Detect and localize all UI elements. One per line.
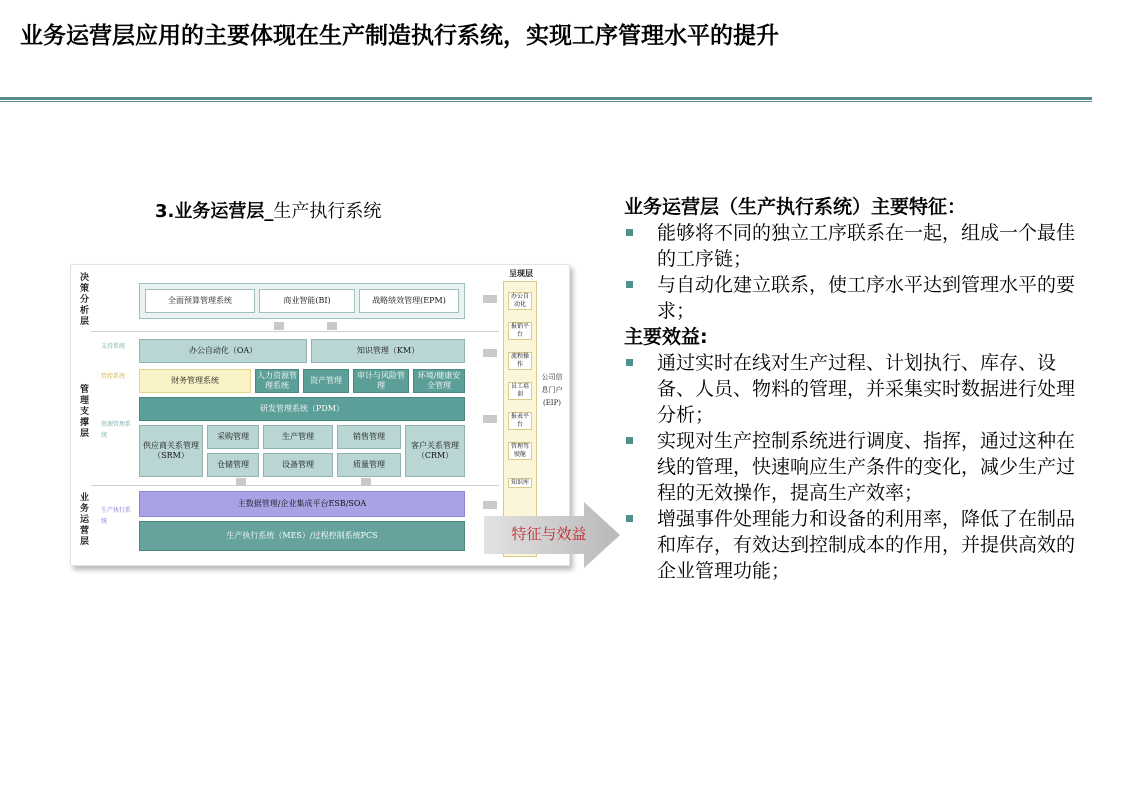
box-crm: 客户关系管理（CRM） — [405, 425, 465, 477]
list-item: 能够将不同的独立工序联系在一起，组成一个最佳的工序链； — [624, 220, 1084, 272]
box-sales: 销售管理 — [337, 425, 401, 449]
box-esb: 主数据管理/企业集成平台ESB/SOA — [139, 491, 465, 517]
list-item: 与自动化建立联系，使工序水平达到管理水平的要求； — [624, 272, 1084, 324]
sublabel-manage: 管控系统 — [101, 373, 126, 380]
list-item: 通过实时在线对生产过程、计划执行、库存、设备、人员、物料的管理，并采集实时数据进行处理分析； — [624, 350, 1084, 428]
layer-separator — [91, 331, 499, 332]
connector-arrow — [483, 415, 497, 423]
box-hr: 人力资源管理系统 — [255, 369, 299, 393]
sublabel-resource: 资源管理系统 — [101, 421, 132, 439]
connector-arrow — [361, 478, 371, 486]
presentation-item: 办公自动化 — [508, 292, 532, 310]
box-pdm: 研发管理系统（PDM） — [139, 397, 465, 421]
portal-label: 公司信息门户(EIP) — [541, 373, 563, 407]
presentation-item: 管理驾驶舱 — [508, 442, 532, 460]
box-srm: 供应商关系管理（SRM） — [139, 425, 203, 477]
diagram-caption — [155, 197, 381, 223]
connector-arrow — [483, 295, 497, 303]
presentation-item: 流程操作 — [508, 352, 532, 370]
connector-arrow — [327, 322, 337, 330]
box-produce: 生产管理 — [263, 425, 333, 449]
presentation-item: 报销平台 — [508, 322, 532, 340]
features-panel — [624, 194, 1084, 584]
box-equipment: 设备管理 — [263, 453, 333, 477]
box-epm: 战略绩效管理(EPM) — [359, 289, 459, 313]
box-km: 知识管理（KM） — [311, 339, 465, 363]
box-purchase: 采购管理 — [207, 425, 259, 449]
connector-arrow — [236, 478, 246, 486]
sublabel-support: 支持系统 — [101, 343, 126, 350]
layer-separator — [91, 485, 499, 486]
box-ehs: 环境/健康安全管理 — [413, 369, 465, 393]
box-bi: 商业智能(BI) — [259, 289, 355, 313]
box-quality: 质量管理 — [337, 453, 401, 477]
box-warehouse: 仓储管理 — [207, 453, 259, 477]
connector-arrow — [274, 322, 284, 330]
sublabel-production: 生产执行系统 — [101, 507, 132, 525]
page-title: 业务运营层应用的主要体现在生产制造执行系统，实现工序管理水平的提升 — [20, 23, 779, 49]
layer-label-decision: 决策分析层 — [79, 273, 89, 327]
list-item: 实现对生产控制系统进行调度、指挥，通过这种在线的管理，快速响应生产条件的变化，减少生产过程的无效操作，提高生产效率； — [624, 428, 1084, 506]
presentation-title: 呈现层 — [509, 268, 533, 278]
box-finance: 财务管理系统 — [139, 369, 251, 393]
diagram-caption-bold: 3.业务运营层_ — [155, 201, 274, 222]
box-oa: 办公自动化（OA） — [139, 339, 307, 363]
box-budget: 全面预算管理系统 — [145, 289, 255, 313]
list-item: 增强事件处理能力和设备的利用率，降低了在制品和库存，有效达到控制成本的作用，并提供高效的企业管理功能； — [624, 506, 1084, 584]
box-asset: 资产管理 — [303, 369, 349, 393]
arrow-label: 特征与效益 — [511, 525, 587, 543]
benefits-heading: 主要效益: — [624, 326, 708, 348]
features-list — [624, 220, 1084, 324]
benefits-list — [624, 350, 1084, 584]
title-divider-thick — [0, 97, 1092, 100]
box-audit: 审计与风险管理 — [353, 369, 409, 393]
layer-label-operation: 业务运营层 — [79, 493, 89, 547]
connector-arrow — [483, 349, 497, 357]
diagram-caption-rest: 生产执行系统 — [273, 201, 382, 222]
presentation-item: 员工培训 — [508, 382, 532, 400]
features-heading: 业务运营层（生产执行系统）主要特征： — [624, 196, 967, 218]
layer-label-management: 管理支撑层 — [79, 385, 89, 439]
presentation-item: 知识库 — [508, 478, 532, 488]
presentation-item: 报表平台 — [508, 412, 532, 430]
box-mes: 生产执行系统（MES）/过程控制系统PCS — [139, 521, 465, 551]
title-divider-thin — [0, 101, 1092, 102]
